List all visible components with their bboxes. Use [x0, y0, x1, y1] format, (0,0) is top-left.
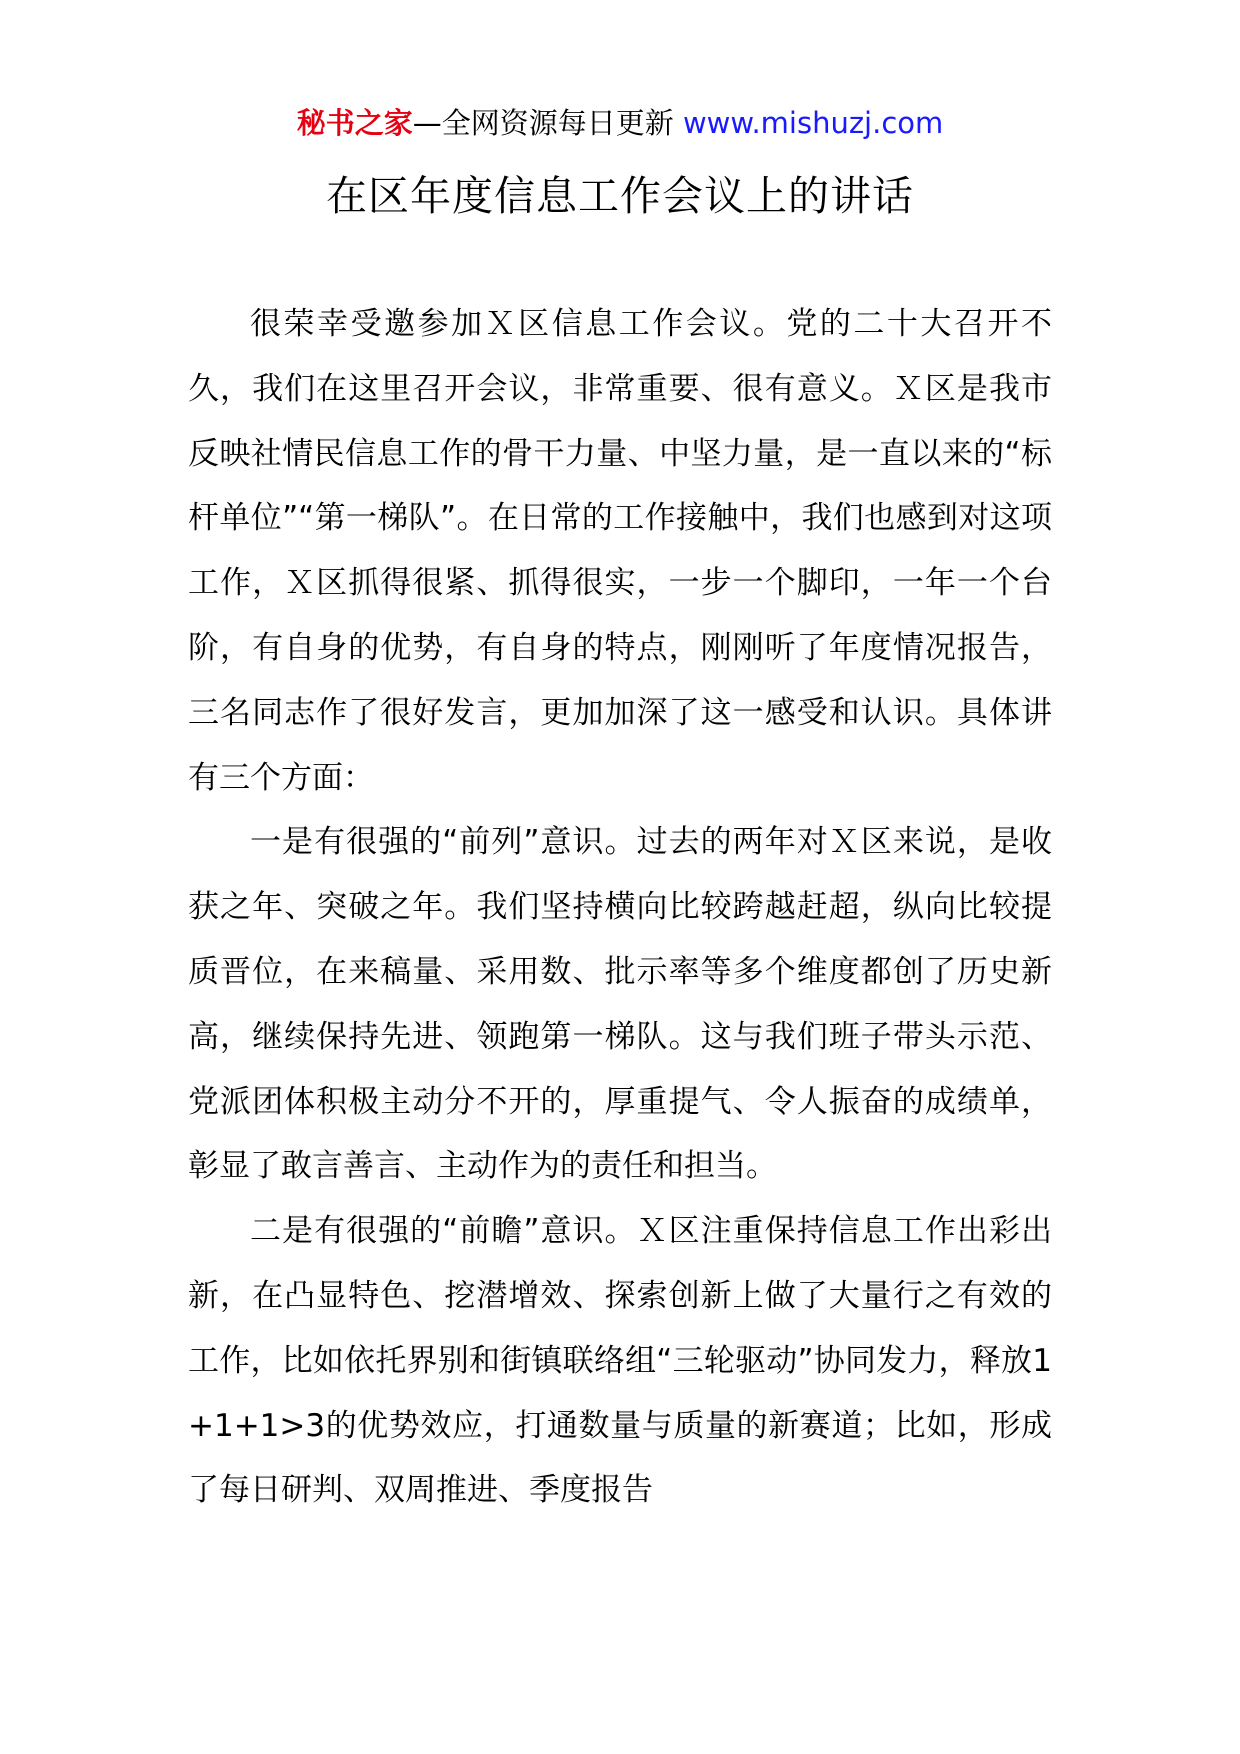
site-url-link[interactable]: www.mishuzj.com — [682, 106, 944, 140]
paragraph-point-one: 一是有很强的“前列”意识。过去的两年对Ｘ区来说，是收获之年、突破之年。我们坚持横向比较跨越赶超，纵向比较提质晋位，在来稿量、采用数、批示率等多个维度都创了历史新高，继续保持先进、领跑第一梯队。这与我们班子带头示范、党派团体积极主动分不开的，厚重提气、令人振奋的成绩单，彰显了敢言善言、主动作为的责任和担当。 — [188, 824, 1052, 1185]
brand-name: 秘书之家 — [296, 106, 413, 140]
document-title: 在区年度信息工作会议上的讲话 — [326, 172, 914, 220]
paragraph-point-two: 二是有很强的“前瞻”意识。Ｘ区注重保持信息工作出彩出新，在凸显特色、挖潜增效、探索创新上做了大量行之有效的工作，比如依托界别和街镇联络组“三轮驱动”协同发力，释放1+1+1>3的优势效应，打通数量与质量的新赛道；比如，形成了每日研判、双周推进、季度报告 — [188, 1213, 1052, 1509]
header-tagline: —全网资源每日更新 — [412, 106, 683, 140]
document-body — [188, 292, 1052, 1523]
site-header — [0, 103, 1240, 143]
paragraph-intro: 很荣幸受邀参加Ｘ区信息工作会议。党的二十大召开不久，我们在这里召开会议，非常重要、很有意义。Ｘ区是我市反映社情民信息工作的骨干力量、中坚力量，是一直以来的“标杆单位”“第一梯队”。在日常的工作接触中，我们也感到对这项工作，Ｘ区抓得很紧、抓得很实，一步一个脚印，一年一个台阶，有自身的优势，有自身的特点，刚刚听了年度情况报告，三名同志作了很好发言，更加加深了这一感受和认识。具体讲有三个方面： — [188, 306, 1052, 796]
